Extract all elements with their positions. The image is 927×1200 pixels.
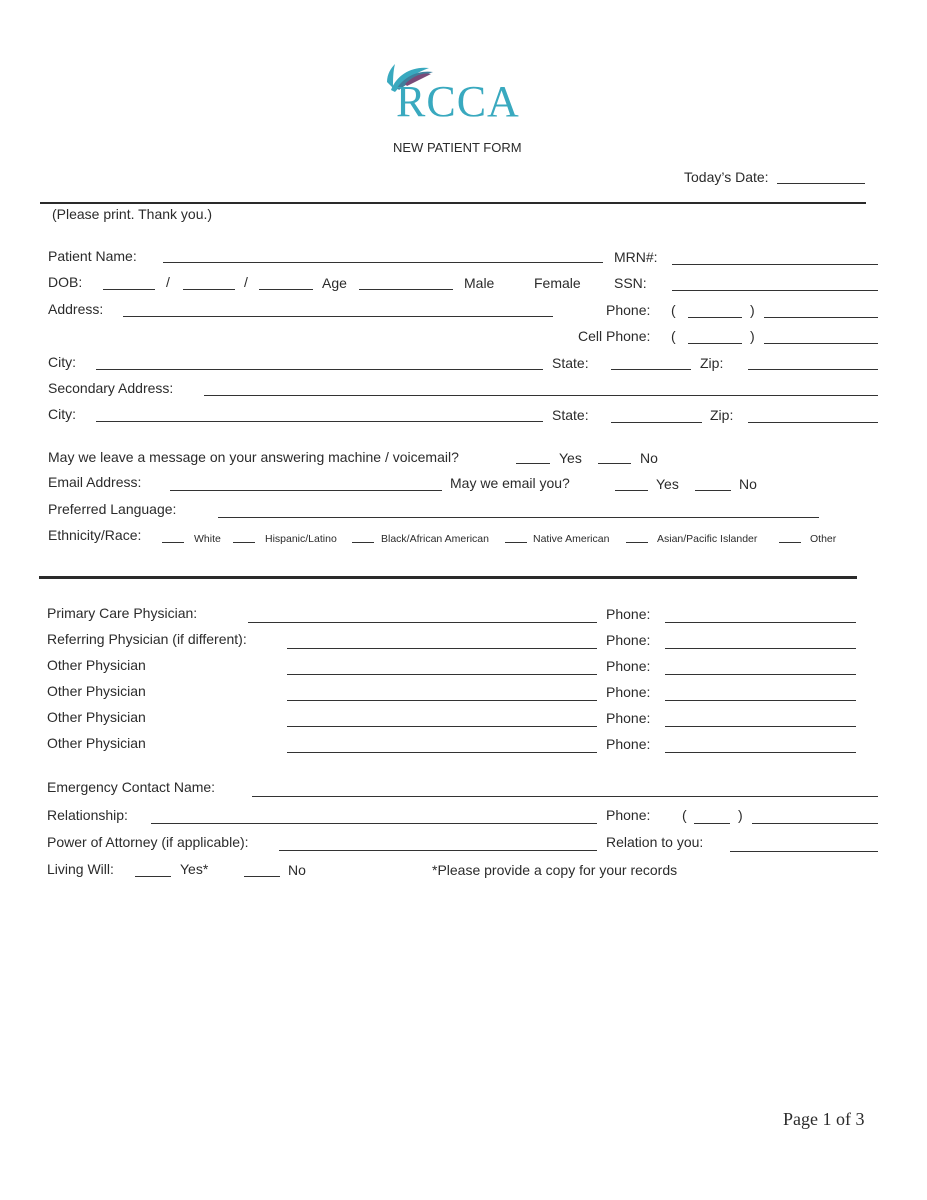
phone-number-field[interactable] bbox=[764, 317, 878, 318]
dob-slash: / bbox=[166, 274, 170, 290]
ethnicity-hispanic-option: Hispanic/Latino bbox=[265, 533, 337, 545]
living-will-label: Living Will: bbox=[47, 861, 114, 877]
ethnicity-black-option: Black/African American bbox=[381, 533, 489, 545]
voicemail-yes-label: Yes bbox=[559, 450, 582, 466]
other-physician-4-field[interactable] bbox=[287, 752, 597, 753]
print-note: (Please print. Thank you.) bbox=[52, 206, 213, 222]
patient-name-field[interactable] bbox=[163, 262, 603, 263]
other-physician-1-field[interactable] bbox=[287, 674, 597, 675]
top-divider bbox=[40, 202, 866, 204]
other-physician-4-phone-label: Phone: bbox=[606, 736, 651, 752]
ethnicity-other-blank[interactable] bbox=[779, 542, 801, 543]
other-physician-2-phone-label: Phone: bbox=[606, 684, 651, 700]
ssn-label: SSN: bbox=[614, 275, 647, 291]
living-will-no-label: No bbox=[288, 862, 306, 878]
dob-slash: / bbox=[244, 274, 248, 290]
other-physician-1-phone-label: Phone: bbox=[606, 658, 651, 674]
cell-paren-close: ) bbox=[750, 328, 755, 344]
logo-text: RCCA bbox=[396, 77, 520, 126]
ethnicity-label: Ethnicity/Race: bbox=[48, 527, 142, 543]
ethnicity-native-option: Native American bbox=[533, 533, 610, 545]
female-option[interactable]: Female bbox=[534, 275, 581, 291]
relationship-label: Relationship: bbox=[47, 807, 128, 823]
preferred-language-label: Preferred Language: bbox=[48, 501, 177, 517]
dob-label: DOB: bbox=[48, 274, 83, 290]
middle-divider bbox=[39, 576, 857, 579]
mrn-field[interactable] bbox=[672, 264, 878, 265]
other-physician-3-phone-field[interactable] bbox=[665, 726, 856, 727]
cell-number-field[interactable] bbox=[764, 343, 878, 344]
emergency-phone-label: Phone: bbox=[606, 807, 651, 823]
email-no-label: No bbox=[739, 476, 757, 492]
other-physician-4-label: Other Physician bbox=[47, 735, 146, 751]
other-physician-3-label: Other Physician bbox=[47, 709, 146, 725]
todays-date-label: Today’s Date: bbox=[684, 169, 769, 185]
primary-physician-phone-label: Phone: bbox=[606, 606, 651, 622]
voicemail-no-label: No bbox=[640, 450, 658, 466]
page-number: Page 1 of 3 bbox=[783, 1109, 865, 1129]
voicemail-question: May we leave a message on your answering machine / voicemail? bbox=[48, 449, 459, 465]
email-yes-blank[interactable] bbox=[615, 490, 648, 491]
referring-physician-field[interactable] bbox=[287, 648, 597, 649]
primary-physician-field[interactable] bbox=[248, 622, 597, 623]
dob-year-field[interactable] bbox=[259, 289, 313, 290]
relation-to-you-field[interactable] bbox=[730, 851, 878, 852]
zip-label: Zip: bbox=[700, 355, 724, 371]
copy-note: *Please provide a copy for your records bbox=[432, 862, 678, 878]
secondary-city-label: City: bbox=[48, 406, 76, 422]
voicemail-no-blank[interactable] bbox=[598, 463, 631, 464]
cell-area-code-field[interactable] bbox=[688, 343, 742, 344]
secondary-address-label: Secondary Address: bbox=[48, 380, 174, 396]
form-title: NEW PATIENT FORM bbox=[393, 140, 522, 155]
referring-physician-phone-field[interactable] bbox=[665, 648, 856, 649]
emergency-paren-open: ( bbox=[682, 807, 687, 823]
zip-field[interactable] bbox=[748, 369, 878, 370]
secondary-zip-field[interactable] bbox=[748, 422, 878, 423]
ethnicity-black-blank[interactable] bbox=[352, 542, 374, 543]
email-field[interactable] bbox=[170, 490, 442, 491]
living-will-yes-label: Yes* bbox=[180, 861, 209, 877]
other-physician-2-label: Other Physician bbox=[47, 683, 146, 699]
living-will-no-blank[interactable] bbox=[244, 876, 280, 877]
other-physician-1-label: Other Physician bbox=[47, 657, 146, 673]
ethnicity-white-option: White bbox=[194, 533, 221, 545]
emergency-contact-field[interactable] bbox=[252, 796, 878, 797]
other-physician-4-phone-field[interactable] bbox=[665, 752, 856, 753]
primary-physician-phone-field[interactable] bbox=[665, 622, 856, 623]
email-no-blank[interactable] bbox=[695, 490, 731, 491]
phone-paren-close: ) bbox=[750, 302, 755, 318]
other-physician-3-field[interactable] bbox=[287, 726, 597, 727]
dob-month-field[interactable] bbox=[103, 289, 155, 290]
phone-paren-open: ( bbox=[671, 302, 676, 318]
other-physician-2-phone-field[interactable] bbox=[665, 700, 856, 701]
ethnicity-white-blank[interactable] bbox=[162, 542, 184, 543]
emergency-paren-close: ) bbox=[738, 807, 743, 823]
power-of-attorney-label: Power of Attorney (if applicable): bbox=[47, 834, 249, 850]
other-physician-3-phone-label: Phone: bbox=[606, 710, 651, 726]
city-field[interactable] bbox=[96, 369, 543, 370]
state-field[interactable] bbox=[611, 369, 691, 370]
power-of-attorney-field[interactable] bbox=[279, 850, 597, 851]
referring-physician-phone-label: Phone: bbox=[606, 632, 651, 648]
ethnicity-asian-option: Asian/Pacific Islander bbox=[657, 533, 758, 545]
mrn-label: MRN#: bbox=[614, 249, 658, 265]
preferred-language-field[interactable] bbox=[218, 517, 819, 518]
email-label: Email Address: bbox=[48, 474, 142, 490]
relationship-field[interactable] bbox=[151, 823, 597, 824]
relation-to-you-label: Relation to you: bbox=[606, 834, 704, 850]
ethnicity-asian-blank[interactable] bbox=[626, 542, 648, 543]
secondary-city-field[interactable] bbox=[96, 421, 543, 422]
email-question: May we email you? bbox=[450, 475, 570, 491]
phone-label: Phone: bbox=[606, 302, 651, 318]
emergency-area-code-field[interactable] bbox=[694, 823, 730, 824]
ethnicity-native-blank[interactable] bbox=[505, 542, 527, 543]
voicemail-yes-blank[interactable] bbox=[516, 463, 550, 464]
primary-physician-label: Primary Care Physician: bbox=[47, 605, 198, 621]
age-label: Age bbox=[322, 275, 347, 291]
secondary-state-field[interactable] bbox=[611, 422, 702, 423]
living-will-yes-blank[interactable] bbox=[135, 876, 171, 877]
male-option[interactable]: Male bbox=[464, 275, 495, 291]
patient-name-label: Patient Name: bbox=[48, 248, 137, 264]
other-physician-1-phone-field[interactable] bbox=[665, 674, 856, 675]
ethnicity-other-option: Other bbox=[810, 533, 837, 545]
other-physician-2-field[interactable] bbox=[287, 700, 597, 701]
phone-area-code-field[interactable] bbox=[688, 317, 742, 318]
emergency-phone-field[interactable] bbox=[752, 823, 878, 824]
address-field[interactable] bbox=[123, 316, 553, 317]
age-field[interactable] bbox=[359, 289, 453, 290]
dob-day-field[interactable] bbox=[183, 289, 235, 290]
ssn-field[interactable] bbox=[672, 290, 878, 291]
cell-phone-label: Cell Phone: bbox=[578, 328, 651, 344]
ethnicity-hispanic-blank[interactable] bbox=[233, 542, 255, 543]
state-label: State: bbox=[552, 355, 589, 371]
secondary-address-field[interactable] bbox=[204, 395, 878, 396]
todays-date-field[interactable] bbox=[777, 183, 865, 184]
secondary-state-label: State: bbox=[552, 407, 589, 423]
email-yes-label: Yes bbox=[656, 476, 679, 492]
referring-physician-label: Referring Physician (if different): bbox=[47, 631, 247, 647]
cell-paren-open: ( bbox=[671, 328, 676, 344]
secondary-zip-label: Zip: bbox=[710, 407, 734, 423]
address-label: Address: bbox=[48, 301, 104, 317]
city-label: City: bbox=[48, 354, 76, 370]
emergency-contact-label: Emergency Contact Name: bbox=[47, 779, 216, 795]
